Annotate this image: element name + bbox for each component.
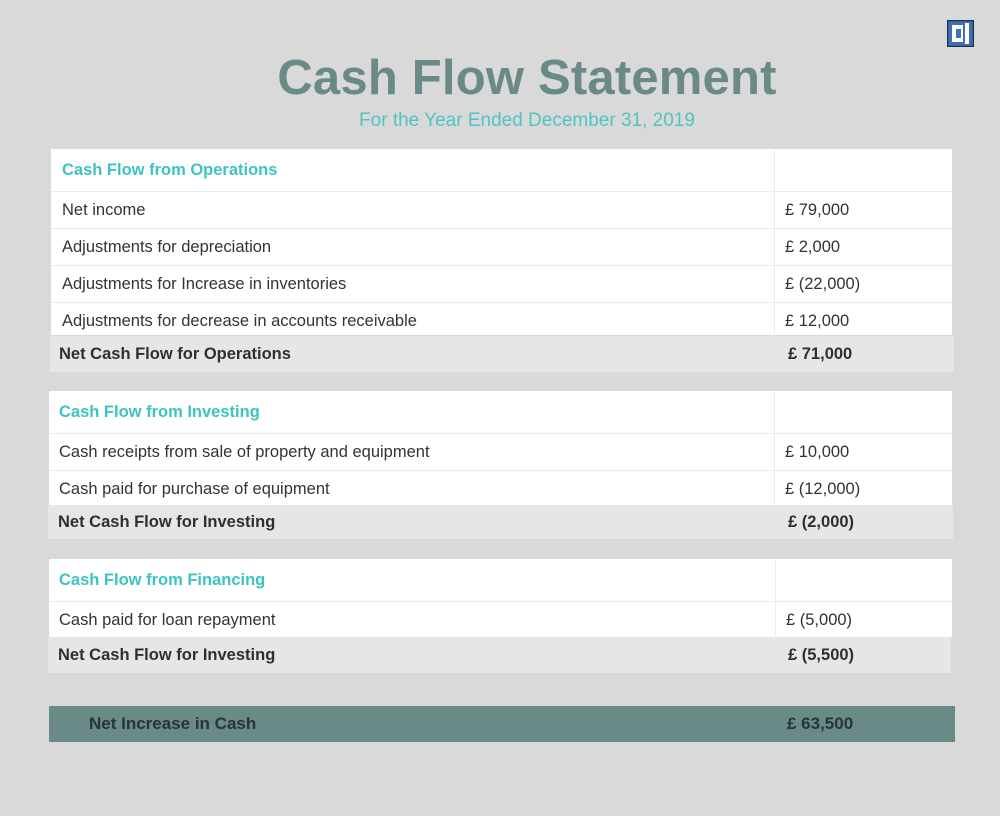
total-amount: £ 71,000 bbox=[788, 345, 853, 363]
row-amount: £ 12,000 bbox=[785, 312, 850, 330]
section-heading-row bbox=[51, 149, 952, 192]
total-label: Net Cash Flow for Investing bbox=[58, 513, 276, 531]
operations-heading: Cash Flow from Operations bbox=[62, 161, 278, 179]
net-increase-amount: £ 63,500 bbox=[787, 714, 854, 733]
investing-section bbox=[49, 391, 952, 505]
table-row bbox=[51, 303, 952, 340]
column-divider bbox=[775, 602, 776, 638]
column-divider bbox=[774, 303, 775, 339]
section-heading-row bbox=[49, 559, 952, 602]
operations-total-row bbox=[50, 336, 954, 372]
column-divider bbox=[774, 149, 775, 191]
total-amount: £ (2,000) bbox=[788, 513, 855, 531]
row-amount: £ (22,000) bbox=[785, 275, 861, 293]
row-amount: £ 79,000 bbox=[785, 201, 850, 219]
column-divider bbox=[774, 391, 775, 433]
table-row bbox=[51, 229, 952, 266]
page-subtitle: For the Year Ended December 31, 2019 bbox=[359, 110, 695, 131]
row-label: Adjustments for Increase in inventories bbox=[62, 275, 347, 293]
column-divider bbox=[774, 471, 775, 507]
financing-heading: Cash Flow from Financing bbox=[59, 571, 266, 589]
row-amount: £ 2,000 bbox=[785, 238, 841, 256]
row-amount: £ (5,000) bbox=[786, 611, 853, 629]
net-increase-row bbox=[49, 706, 955, 742]
total-amount: £ (5,500) bbox=[788, 646, 855, 664]
investing-heading: Cash Flow from Investing bbox=[59, 403, 260, 421]
column-divider bbox=[774, 434, 775, 470]
row-label: Net income bbox=[62, 201, 146, 219]
table-row bbox=[49, 434, 952, 471]
financing-total-row bbox=[48, 637, 951, 673]
column-divider bbox=[774, 192, 775, 228]
row-label: Cash receipts from sale of property and equipment bbox=[59, 443, 430, 461]
operations-section bbox=[51, 149, 952, 335]
table-row bbox=[49, 471, 952, 507]
financing-section bbox=[49, 559, 952, 637]
investing-total-row bbox=[48, 505, 953, 539]
total-label: Net Cash Flow for Investing bbox=[58, 646, 276, 664]
total-label: Net Cash Flow for Operations bbox=[59, 345, 291, 363]
row-label: Adjustments for decrease in accounts receivable bbox=[62, 312, 417, 330]
table-row bbox=[51, 192, 952, 229]
row-label: Cash paid for purchase of equipment bbox=[59, 480, 330, 498]
column-divider bbox=[774, 229, 775, 265]
page-title: Cash Flow Statement bbox=[277, 51, 777, 105]
section-heading-row bbox=[49, 391, 952, 434]
column-divider bbox=[774, 266, 775, 302]
net-increase-label: Net Increase in Cash bbox=[89, 714, 257, 733]
table-row bbox=[49, 602, 952, 638]
row-amount: £ 10,000 bbox=[785, 443, 850, 461]
row-amount: £ (12,000) bbox=[785, 480, 861, 498]
column-divider bbox=[775, 559, 776, 601]
row-label: Cash paid for loan repayment bbox=[59, 611, 276, 629]
row-label: Adjustments for depreciation bbox=[62, 238, 272, 256]
company-logo-icon bbox=[947, 20, 974, 47]
table-row bbox=[51, 266, 952, 303]
